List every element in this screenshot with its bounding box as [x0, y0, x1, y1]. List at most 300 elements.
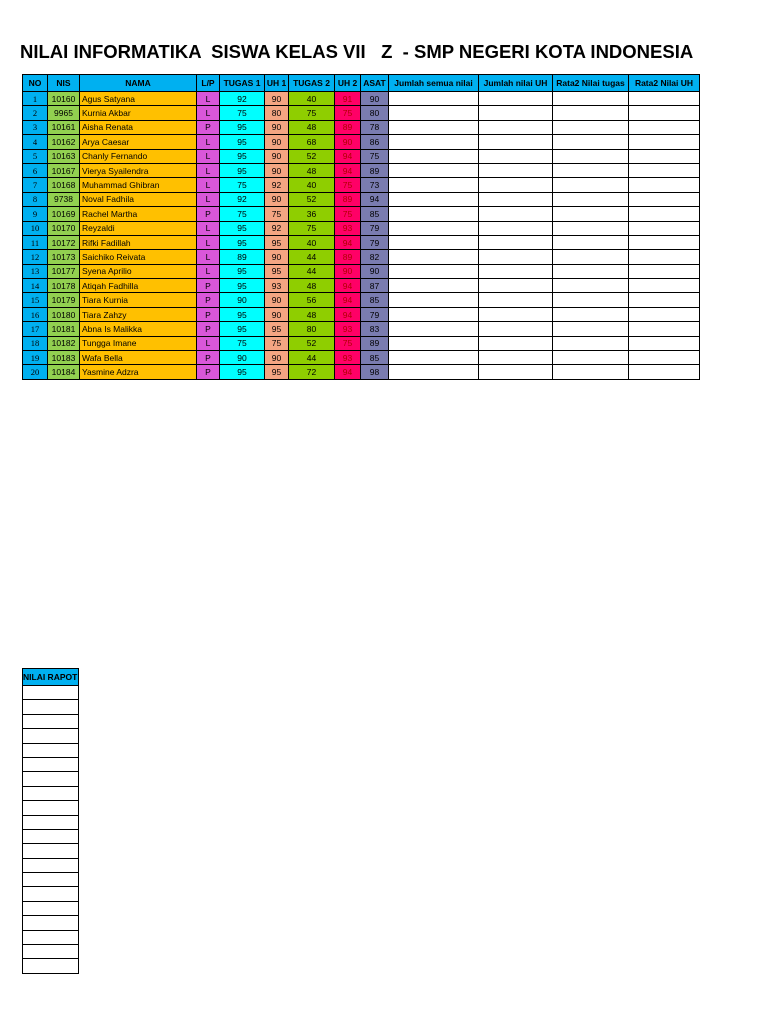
cell-rata-uh[interactable]	[629, 92, 700, 106]
cell-nilai-rapot[interactable]	[23, 801, 79, 815]
cell-asat[interactable]: 75	[361, 149, 389, 163]
cell-lp[interactable]: L	[197, 106, 220, 120]
cell-rata-uh[interactable]	[629, 336, 700, 350]
cell-lp[interactable]: L	[197, 149, 220, 163]
header-asat[interactable]: ASAT	[361, 75, 389, 92]
cell-uh1[interactable]: 95	[265, 264, 289, 278]
cell-nilai-rapot[interactable]	[23, 930, 79, 944]
cell-rata-uh[interactable]	[629, 178, 700, 192]
cell-tugas2[interactable]: 44	[289, 250, 335, 264]
cell-jumlah-semua[interactable]	[389, 279, 479, 293]
cell-no[interactable]: 5	[23, 149, 48, 163]
cell-tugas2[interactable]: 80	[289, 322, 335, 336]
cell-rata-tugas[interactable]	[553, 264, 629, 278]
cell-nama[interactable]: Wafa Bella	[80, 351, 197, 365]
cell-tugas1[interactable]: 90	[220, 293, 265, 307]
cell-tugas2[interactable]: 44	[289, 351, 335, 365]
cell-nilai-rapot[interactable]	[23, 757, 79, 771]
cell-nama[interactable]: Rifki Fadillah	[80, 235, 197, 249]
rapot-row	[23, 786, 79, 800]
cell-tugas1[interactable]: 75	[220, 207, 265, 221]
cell-no[interactable]: 14	[23, 279, 48, 293]
header-nilai-rapot[interactable]: NILAI RAPOT	[23, 669, 79, 686]
cell-nis[interactable]: 9965	[48, 106, 80, 120]
cell-uh2[interactable]: 90	[335, 135, 361, 149]
cell-rata-uh[interactable]	[629, 120, 700, 134]
cell-tugas2[interactable]: 40	[289, 178, 335, 192]
cell-nama[interactable]: Rachel Martha	[80, 207, 197, 221]
cell-tugas1[interactable]: 92	[220, 192, 265, 206]
cell-nilai-rapot[interactable]	[23, 786, 79, 800]
cell-uh1[interactable]: 90	[265, 293, 289, 307]
cell-jumlah-semua[interactable]	[389, 235, 479, 249]
cell-lp[interactable]: L	[197, 221, 220, 235]
cell-tugas1[interactable]: 75	[220, 336, 265, 350]
cell-lp[interactable]: P	[197, 207, 220, 221]
cell-jumlah-semua[interactable]	[389, 135, 479, 149]
cell-asat[interactable]: 79	[361, 235, 389, 249]
cell-rata-tugas[interactable]	[553, 192, 629, 206]
cell-rata-tugas[interactable]	[553, 106, 629, 120]
cell-rata-uh[interactable]	[629, 307, 700, 321]
cell-rata-tugas[interactable]	[553, 279, 629, 293]
cell-lp[interactable]: P	[197, 307, 220, 321]
cell-nama[interactable]: Vierya Syailendra	[80, 163, 197, 177]
cell-lp[interactable]: L	[197, 178, 220, 192]
cell-nis[interactable]: 10180	[48, 307, 80, 321]
cell-jumlah-uh[interactable]	[479, 365, 553, 379]
header-jumlah-uh[interactable]: Jumlah nilai UH	[479, 75, 553, 92]
cell-tugas2[interactable]: 36	[289, 207, 335, 221]
cell-nilai-rapot[interactable]	[23, 858, 79, 872]
header-jumlah-semua[interactable]: Jumlah semua nilai	[389, 75, 479, 92]
cell-no[interactable]: 2	[23, 106, 48, 120]
cell-tugas2[interactable]: 48	[289, 120, 335, 134]
cell-tugas2[interactable]: 40	[289, 235, 335, 249]
cell-lp[interactable]: P	[197, 120, 220, 134]
cell-tugas2[interactable]: 48	[289, 163, 335, 177]
cell-jumlah-semua[interactable]	[389, 192, 479, 206]
cell-asat[interactable]: 80	[361, 106, 389, 120]
cell-asat[interactable]: 89	[361, 336, 389, 350]
cell-no[interactable]: 6	[23, 163, 48, 177]
cell-tugas2[interactable]: 40	[289, 92, 335, 106]
cell-nis[interactable]: 10160	[48, 92, 80, 106]
grades-body	[23, 92, 700, 380]
cell-uh1[interactable]: 95	[265, 365, 289, 379]
cell-no[interactable]: 1	[23, 92, 48, 106]
cell-uh1[interactable]: 90	[265, 250, 289, 264]
cell-uh2[interactable]: 75	[335, 106, 361, 120]
cell-jumlah-semua[interactable]	[389, 307, 479, 321]
cell-rata-uh[interactable]	[629, 235, 700, 249]
cell-uh2[interactable]: 94	[335, 149, 361, 163]
cell-tugas2[interactable]: 48	[289, 279, 335, 293]
cell-jumlah-semua[interactable]	[389, 293, 479, 307]
cell-tugas2[interactable]: 48	[289, 307, 335, 321]
cell-lp[interactable]: L	[197, 135, 220, 149]
cell-lp[interactable]: L	[197, 92, 220, 106]
cell-jumlah-semua[interactable]	[389, 207, 479, 221]
cell-rata-tugas[interactable]	[553, 336, 629, 350]
cell-nama[interactable]: Tiara Kurnia	[80, 293, 197, 307]
cell-lp[interactable]: L	[197, 163, 220, 177]
header-uh1[interactable]: UH 1	[265, 75, 289, 92]
cell-nilai-rapot[interactable]	[23, 772, 79, 786]
cell-uh1[interactable]: 92	[265, 178, 289, 192]
cell-tugas1[interactable]: 95	[220, 120, 265, 134]
cell-asat[interactable]: 78	[361, 120, 389, 134]
cell-nilai-rapot[interactable]	[23, 945, 79, 959]
cell-asat[interactable]: 85	[361, 207, 389, 221]
cell-asat[interactable]: 94	[361, 192, 389, 206]
cell-jumlah-uh[interactable]	[479, 307, 553, 321]
cell-nilai-rapot[interactable]	[23, 700, 79, 714]
cell-asat[interactable]: 85	[361, 293, 389, 307]
cell-uh1[interactable]: 92	[265, 221, 289, 235]
cell-uh1[interactable]: 95	[265, 322, 289, 336]
cell-jumlah-uh[interactable]	[479, 221, 553, 235]
cell-jumlah-uh[interactable]	[479, 351, 553, 365]
cell-nis[interactable]: 10172	[48, 235, 80, 249]
cell-lp[interactable]: L	[197, 250, 220, 264]
cell-rata-tugas[interactable]	[553, 307, 629, 321]
cell-jumlah-semua[interactable]	[389, 264, 479, 278]
cell-no[interactable]: 8	[23, 192, 48, 206]
cell-nama[interactable]: Muhammad Ghibran	[80, 178, 197, 192]
cell-rata-uh[interactable]	[629, 163, 700, 177]
cell-nama[interactable]: Aisha Renata	[80, 120, 197, 134]
cell-nilai-rapot[interactable]	[23, 714, 79, 728]
cell-tugas1[interactable]: 95	[220, 365, 265, 379]
cell-asat[interactable]: 79	[361, 221, 389, 235]
cell-rata-tugas[interactable]	[553, 120, 629, 134]
cell-nis[interactable]: 10173	[48, 250, 80, 264]
cell-rata-uh[interactable]	[629, 106, 700, 120]
cell-tugas1[interactable]: 90	[220, 351, 265, 365]
header-tugas1[interactable]: TUGAS 1	[220, 75, 265, 92]
header-lp[interactable]: L/P	[197, 75, 220, 92]
cell-asat[interactable]: 87	[361, 279, 389, 293]
cell-uh1[interactable]: 93	[265, 279, 289, 293]
cell-nis[interactable]: 10170	[48, 221, 80, 235]
cell-uh2[interactable]: 90	[335, 264, 361, 278]
cell-lp[interactable]: L	[197, 235, 220, 249]
cell-tugas2[interactable]: 75	[289, 106, 335, 120]
cell-uh2[interactable]: 93	[335, 351, 361, 365]
sheet-title: NILAI INFORMATIKA SISWA KELAS VII Z - SMP NEGERI KOTA INDONESIA	[20, 41, 694, 62]
cell-rata-uh[interactable]	[629, 322, 700, 336]
cell-rata-tugas[interactable]	[553, 221, 629, 235]
cell-rata-uh[interactable]	[629, 149, 700, 163]
cell-uh2[interactable]: 94	[335, 235, 361, 249]
cell-lp[interactable]: P	[197, 293, 220, 307]
cell-nama[interactable]: Agus Satyana	[80, 92, 197, 106]
cell-rata-uh[interactable]	[629, 250, 700, 264]
cell-uh2[interactable]: 93	[335, 221, 361, 235]
cell-no[interactable]: 9	[23, 207, 48, 221]
cell-uh1[interactable]: 90	[265, 163, 289, 177]
cell-asat[interactable]: 98	[361, 365, 389, 379]
cell-jumlah-uh[interactable]	[479, 106, 553, 120]
cell-uh2[interactable]: 91	[335, 92, 361, 106]
cell-tugas1[interactable]: 95	[220, 279, 265, 293]
cell-jumlah-uh[interactable]	[479, 178, 553, 192]
cell-uh1[interactable]: 80	[265, 106, 289, 120]
cell-lp[interactable]: L	[197, 336, 220, 350]
cell-nama[interactable]: Tiara Zahzy	[80, 307, 197, 321]
cell-nis[interactable]: 10183	[48, 351, 80, 365]
cell-jumlah-semua[interactable]	[389, 351, 479, 365]
cell-tugas1[interactable]: 95	[220, 307, 265, 321]
cell-jumlah-semua[interactable]	[389, 106, 479, 120]
cell-nilai-rapot[interactable]	[23, 743, 79, 757]
cell-tugas2[interactable]: 72	[289, 365, 335, 379]
cell-rata-uh[interactable]	[629, 192, 700, 206]
cell-nis[interactable]: 10167	[48, 163, 80, 177]
cell-uh1[interactable]: 90	[265, 149, 289, 163]
cell-uh1[interactable]: 90	[265, 135, 289, 149]
cell-nis[interactable]: 10161	[48, 120, 80, 134]
cell-jumlah-semua[interactable]	[389, 250, 479, 264]
cell-nama[interactable]: Kurnia Akbar	[80, 106, 197, 120]
cell-jumlah-uh[interactable]	[479, 92, 553, 106]
header-nama[interactable]: NAMA	[80, 75, 197, 92]
cell-nilai-rapot[interactable]	[23, 729, 79, 743]
cell-nis[interactable]: 10178	[48, 279, 80, 293]
cell-lp[interactable]: P	[197, 351, 220, 365]
cell-asat[interactable]: 90	[361, 92, 389, 106]
cell-tugas2[interactable]: 56	[289, 293, 335, 307]
cell-nama[interactable]: Yasmine Adzra	[80, 365, 197, 379]
cell-rata-tugas[interactable]	[553, 207, 629, 221]
cell-nilai-rapot[interactable]	[23, 815, 79, 829]
cell-rata-tugas[interactable]	[553, 178, 629, 192]
cell-jumlah-uh[interactable]	[479, 207, 553, 221]
cell-jumlah-semua[interactable]	[389, 178, 479, 192]
cell-nama[interactable]: Noval Fadhila	[80, 192, 197, 206]
cell-uh2[interactable]: 89	[335, 250, 361, 264]
cell-uh1[interactable]: 75	[265, 336, 289, 350]
cell-no[interactable]: 10	[23, 221, 48, 235]
cell-tugas1[interactable]: 92	[220, 92, 265, 106]
cell-jumlah-semua[interactable]	[389, 120, 479, 134]
cell-rata-uh[interactable]	[629, 351, 700, 365]
cell-lp[interactable]: P	[197, 279, 220, 293]
cell-nis[interactable]: 10181	[48, 322, 80, 336]
cell-jumlah-uh[interactable]	[479, 135, 553, 149]
cell-jumlah-semua[interactable]	[389, 365, 479, 379]
rapot-row	[23, 700, 79, 714]
cell-jumlah-uh[interactable]	[479, 293, 553, 307]
cell-no[interactable]: 20	[23, 365, 48, 379]
cell-tugas2[interactable]: 44	[289, 264, 335, 278]
cell-rata-uh[interactable]	[629, 279, 700, 293]
cell-nilai-rapot[interactable]	[23, 887, 79, 901]
cell-nilai-rapot[interactable]	[23, 873, 79, 887]
cell-nis[interactable]: 10162	[48, 135, 80, 149]
cell-uh2[interactable]: 94	[335, 307, 361, 321]
cell-rata-uh[interactable]	[629, 365, 700, 379]
cell-no[interactable]: 16	[23, 307, 48, 321]
cell-uh2[interactable]: 94	[335, 293, 361, 307]
cell-rata-uh[interactable]	[629, 264, 700, 278]
cell-rata-tugas[interactable]	[553, 235, 629, 249]
cell-lp[interactable]: L	[197, 192, 220, 206]
header-nis[interactable]: NIS	[48, 75, 80, 92]
cell-no[interactable]: 19	[23, 351, 48, 365]
cell-rata-uh[interactable]	[629, 207, 700, 221]
cell-no[interactable]: 11	[23, 235, 48, 249]
cell-nilai-rapot[interactable]	[23, 901, 79, 915]
cell-nis[interactable]: 10169	[48, 207, 80, 221]
header-rata-tugas[interactable]: Rata2 Nilai tugas	[553, 75, 629, 92]
cell-asat[interactable]: 79	[361, 307, 389, 321]
cell-uh1[interactable]: 90	[265, 351, 289, 365]
cell-asat[interactable]: 85	[361, 351, 389, 365]
cell-nilai-rapot[interactable]	[23, 686, 79, 700]
cell-uh2[interactable]: 94	[335, 279, 361, 293]
cell-no[interactable]: 13	[23, 264, 48, 278]
cell-lp[interactable]: P	[197, 322, 220, 336]
cell-nilai-rapot[interactable]	[23, 959, 79, 973]
cell-tugas1[interactable]: 75	[220, 106, 265, 120]
cell-nama[interactable]: Syena Aprilio	[80, 264, 197, 278]
cell-uh2[interactable]: 94	[335, 365, 361, 379]
cell-nama[interactable]: Chanly Fernando	[80, 149, 197, 163]
cell-uh1[interactable]: 90	[265, 120, 289, 134]
cell-jumlah-semua[interactable]	[389, 336, 479, 350]
cell-asat[interactable]: 83	[361, 322, 389, 336]
cell-jumlah-uh[interactable]	[479, 192, 553, 206]
cell-uh1[interactable]: 90	[265, 192, 289, 206]
cell-rata-tugas[interactable]	[553, 322, 629, 336]
cell-jumlah-uh[interactable]	[479, 279, 553, 293]
cell-nama[interactable]: Atiqah Fadhilla	[80, 279, 197, 293]
cell-tugas2[interactable]: 68	[289, 135, 335, 149]
cell-uh1[interactable]: 90	[265, 92, 289, 106]
cell-rata-tugas[interactable]	[553, 163, 629, 177]
cell-tugas1[interactable]: 95	[220, 163, 265, 177]
cell-nis[interactable]: 10182	[48, 336, 80, 350]
cell-no[interactable]: 17	[23, 322, 48, 336]
cell-no[interactable]: 4	[23, 135, 48, 149]
cell-tugas1[interactable]: 75	[220, 178, 265, 192]
cell-nis[interactable]: 10179	[48, 293, 80, 307]
cell-nis[interactable]: 10163	[48, 149, 80, 163]
cell-tugas1[interactable]: 89	[220, 250, 265, 264]
cell-jumlah-semua[interactable]	[389, 221, 479, 235]
cell-nis[interactable]: 10168	[48, 178, 80, 192]
cell-uh1[interactable]: 75	[265, 207, 289, 221]
cell-jumlah-semua[interactable]	[389, 322, 479, 336]
cell-lp[interactable]: L	[197, 264, 220, 278]
cell-jumlah-uh[interactable]	[479, 322, 553, 336]
cell-jumlah-uh[interactable]	[479, 250, 553, 264]
cell-rata-uh[interactable]	[629, 135, 700, 149]
cell-no[interactable]: 3	[23, 120, 48, 134]
cell-jumlah-uh[interactable]	[479, 336, 553, 350]
cell-uh2[interactable]: 89	[335, 120, 361, 134]
cell-jumlah-uh[interactable]	[479, 264, 553, 278]
cell-nama[interactable]: Abna Is Malikka	[80, 322, 197, 336]
cell-jumlah-uh[interactable]	[479, 235, 553, 249]
cell-rata-tugas[interactable]	[553, 250, 629, 264]
cell-uh2[interactable]: 75	[335, 336, 361, 350]
cell-no[interactable]: 15	[23, 293, 48, 307]
cell-asat[interactable]: 89	[361, 163, 389, 177]
cell-rata-tugas[interactable]	[553, 365, 629, 379]
cell-jumlah-uh[interactable]	[479, 163, 553, 177]
cell-uh2[interactable]: 93	[335, 322, 361, 336]
cell-nis[interactable]: 10184	[48, 365, 80, 379]
cell-nama[interactable]: Arya Caesar	[80, 135, 197, 149]
cell-uh2[interactable]: 75	[335, 207, 361, 221]
table-row	[23, 106, 700, 120]
cell-nilai-rapot[interactable]	[23, 829, 79, 843]
header-tugas2[interactable]: TUGAS 2	[289, 75, 335, 92]
cell-nama[interactable]: Reyzaldi	[80, 221, 197, 235]
cell-tugas1[interactable]: 95	[220, 264, 265, 278]
cell-rata-uh[interactable]	[629, 221, 700, 235]
cell-nis[interactable]: 10177	[48, 264, 80, 278]
cell-jumlah-uh[interactable]	[479, 149, 553, 163]
cell-tugas1[interactable]: 95	[220, 135, 265, 149]
cell-asat[interactable]: 73	[361, 178, 389, 192]
cell-nilai-rapot[interactable]	[23, 844, 79, 858]
cell-tugas1[interactable]: 95	[220, 322, 265, 336]
cell-jumlah-semua[interactable]	[389, 163, 479, 177]
cell-tugas1[interactable]: 95	[220, 221, 265, 235]
cell-asat[interactable]: 86	[361, 135, 389, 149]
cell-uh2[interactable]: 75	[335, 178, 361, 192]
cell-tugas2[interactable]: 52	[289, 192, 335, 206]
cell-tugas2[interactable]: 75	[289, 221, 335, 235]
cell-rata-tugas[interactable]	[553, 135, 629, 149]
header-no[interactable]: NO	[23, 75, 48, 92]
header-rata-uh[interactable]: Rata2 Nilai UH	[629, 75, 700, 92]
cell-no[interactable]: 18	[23, 336, 48, 350]
cell-rata-tugas[interactable]	[553, 351, 629, 365]
cell-nama[interactable]: Tungga Imane	[80, 336, 197, 350]
cell-lp[interactable]: P	[197, 365, 220, 379]
cell-rata-tugas[interactable]	[553, 293, 629, 307]
cell-uh2[interactable]: 89	[335, 192, 361, 206]
cell-tugas1[interactable]: 95	[220, 235, 265, 249]
cell-nilai-rapot[interactable]	[23, 916, 79, 930]
cell-no[interactable]: 7	[23, 178, 48, 192]
cell-nis[interactable]: 9738	[48, 192, 80, 206]
cell-no[interactable]: 12	[23, 250, 48, 264]
cell-tugas2[interactable]: 52	[289, 336, 335, 350]
cell-uh2[interactable]: 94	[335, 163, 361, 177]
cell-uh1[interactable]: 95	[265, 235, 289, 249]
cell-asat[interactable]: 82	[361, 250, 389, 264]
cell-jumlah-semua[interactable]	[389, 149, 479, 163]
cell-jumlah-uh[interactable]	[479, 120, 553, 134]
cell-rata-tugas[interactable]	[553, 92, 629, 106]
cell-tugas1[interactable]: 95	[220, 149, 265, 163]
header-uh2[interactable]: UH 2	[335, 75, 361, 92]
cell-rata-uh[interactable]	[629, 293, 700, 307]
cell-tugas2[interactable]: 52	[289, 149, 335, 163]
cell-uh1[interactable]: 90	[265, 307, 289, 321]
cell-nama[interactable]: Saichiko Reivata	[80, 250, 197, 264]
cell-rata-tugas[interactable]	[553, 149, 629, 163]
cell-asat[interactable]: 90	[361, 264, 389, 278]
table-row	[23, 322, 700, 336]
cell-jumlah-semua[interactable]	[389, 92, 479, 106]
